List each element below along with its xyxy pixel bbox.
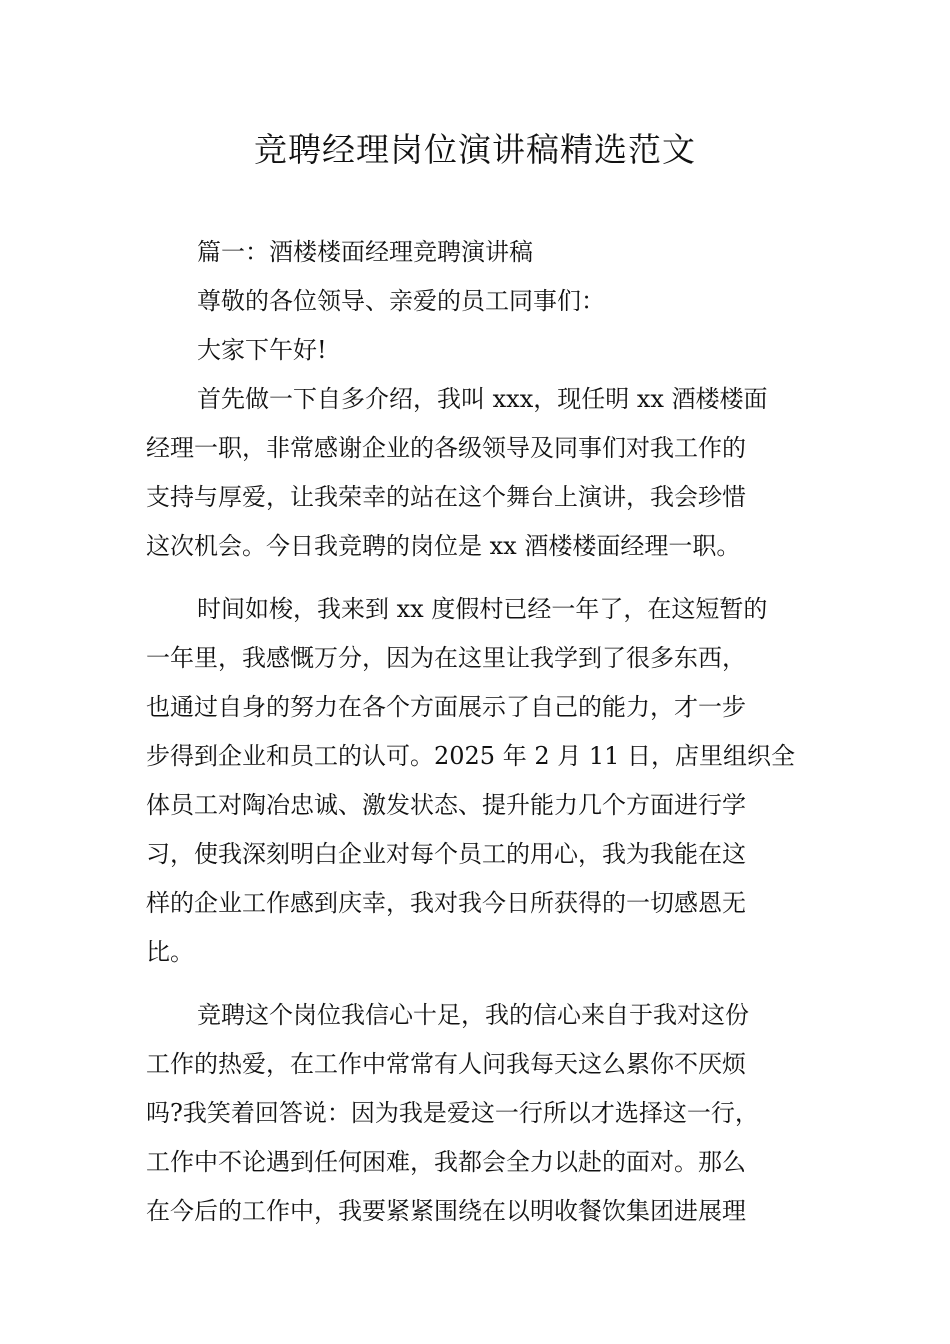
paragraph-line: 比。 [146, 938, 194, 966]
greeting: 大家下午好! [197, 336, 327, 364]
paragraph-line: 工作中不论遇到任何困难，我都会全力以赴的面对。那么 [146, 1148, 746, 1176]
paragraph-line: 也通过自身的努力在各个方面展示了自己的能力，才一步 [146, 693, 746, 721]
paragraph-line: 支持与厚爱，让我荣幸的站在这个舞台上演讲，我会珍惜 [146, 483, 746, 511]
paragraph-line: 首先做一下自多介绍，我叫 xxx，现任明 xx 酒楼楼面 [197, 385, 768, 413]
document-body [146, 228, 808, 1236]
salutation: 尊敬的各位领导、亲爱的员工同事们： [197, 287, 605, 315]
paragraph-line: 在今后的工作中，我要紧紧围绕在以明收餐饮集团进展理 [146, 1197, 746, 1225]
section-heading: 篇一：酒楼楼面经理竞聘演讲稿 [197, 238, 533, 266]
paragraph-line: 步得到企业和员工的认可。2025 年 2 月 11 日，店里组织全 [146, 742, 796, 770]
paragraph-line: 样的企业工作感到庆幸，我对我今日所获得的一切感恩无 [146, 889, 746, 917]
paragraph-line: 体员工对陶冶忠诚、激发状态、提升能力几个方面进行学 [146, 791, 746, 819]
paragraph-line: 经理一职，非常感谢企业的各级领导及同事们对我工作的 [146, 434, 746, 462]
paragraph-1 [146, 375, 808, 571]
document-title: 竞聘经理岗位演讲稿精选范文 [254, 130, 696, 169]
paragraph-3 [146, 991, 808, 1236]
paragraph-line: 工作的热爱，在工作中常常有人问我每天这么累你不厌烦 [146, 1050, 746, 1078]
paragraph-line: 这次机会。今日我竞聘的岗位是 xx 酒楼楼面经理一职。 [146, 532, 741, 560]
paragraph-2 [146, 585, 808, 977]
paragraph-line: 一年里，我感慨万分，因为在这里让我学到了很多东西， [146, 644, 746, 672]
paragraph-line: 习，使我深刻明白企业对每个员工的用心，我为我能在这 [146, 840, 746, 868]
paragraph-line: 吗?我笑着回答说：因为我是爱这一行所以才选择这一行， [146, 1099, 759, 1127]
paragraph-line: 时间如梭，我来到 xx 度假村已经一年了，在这短暂的 [197, 595, 768, 623]
paragraph-spacer [146, 571, 808, 585]
paragraph-spacer [146, 977, 808, 991]
paragraph-line: 竞聘这个岗位我信心十足，我的信心来自于我对这份 [197, 1001, 749, 1029]
